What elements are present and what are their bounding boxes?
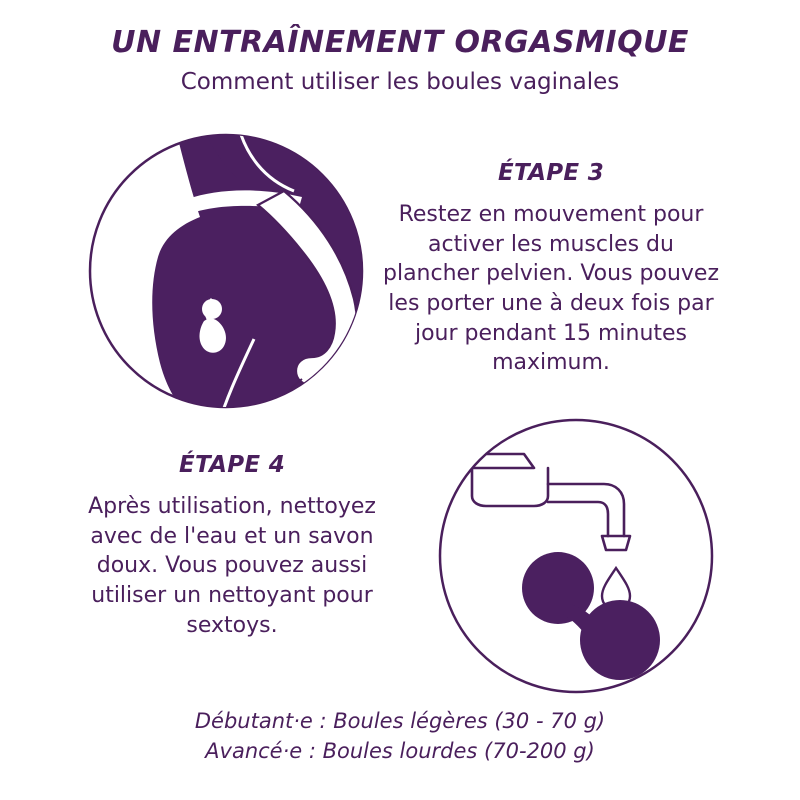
footer-line-advanced: Avancé·e : Boules lourdes (70-200 g) <box>205 739 595 764</box>
page-subtitle: Comment utiliser les boules vaginales <box>180 69 620 95</box>
step-4-label: ÉTAPE 4 <box>178 452 286 478</box>
footer-notes <box>0 706 800 767</box>
step-4-body: Après utilisation, nettoyez avec de l'eau et un savon doux. Vous pouvez aussi utiliser un nettoyant pour sextoys. <box>88 494 376 638</box>
faucet-with-balls-illustration <box>438 418 714 694</box>
step-3-body: Restez en mouvement pour activer les muscles du plancher pelvien. Vous pouvez les porter une à deux fois par jour pendant 15 minutes maximum. <box>383 202 719 376</box>
footer-line-beginner: Débutant·e : Boules légères (30 - 70 g) <box>194 709 606 733</box>
step-3-label: ÉTAPE 3 <box>497 160 605 186</box>
step-3-block <box>382 160 720 378</box>
header <box>0 26 800 97</box>
step-4-block <box>62 452 402 640</box>
hip-with-ball-illustration <box>88 133 364 409</box>
page-title: UN ENTRAÎNEMENT ORGASMIQUE <box>111 25 689 60</box>
